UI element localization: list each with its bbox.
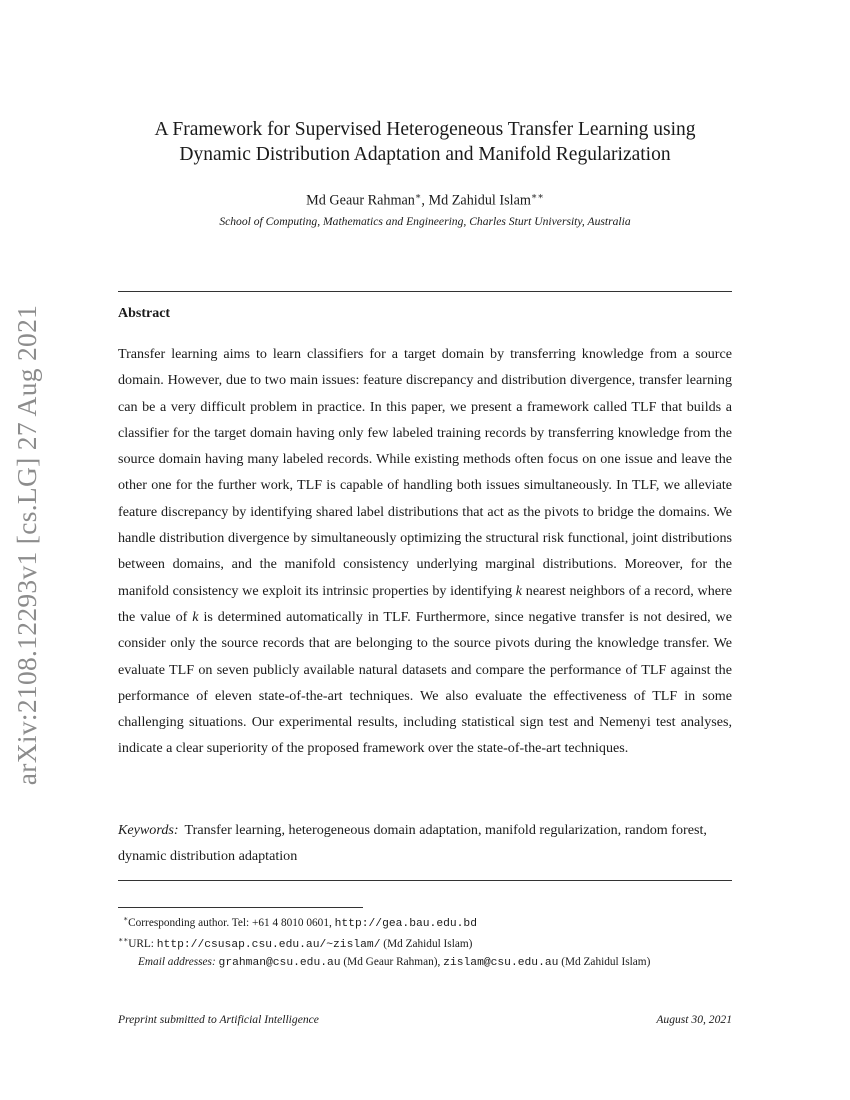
footnote-2-suffix: (Md Zahidul Islam) [380, 938, 473, 951]
email-2-name: (Md Zahidul Islam) [558, 955, 651, 968]
footnote-2-prefix: URL: [128, 938, 157, 951]
bottom-rule [118, 880, 732, 881]
footnotes [118, 911, 738, 971]
abstract-text-part-2: nearest neighbors of a record, where the value of [118, 582, 732, 625]
abstract-heading: Abstract [118, 306, 171, 321]
email-label: Email addresses: [138, 955, 219, 968]
email-1-name: (Md Geaur Rahman), [340, 955, 444, 968]
footnote-1-url-link[interactable]: http://gea.bau.edu.bd [334, 917, 477, 930]
abstract-var-k-1: k [515, 582, 523, 599]
footnote-1-mark: ∗ [123, 914, 129, 923]
keywords-text: Transfer learning, heterogeneous domain adaptation, manifold regularization, random forest, dynamic distribution adaptation [118, 822, 707, 864]
footer-date: August 30, 2021 [656, 1013, 732, 1026]
author-1-mark: ∗ [414, 192, 422, 202]
affiliation: School of Computing, Mathematics and Engineering, Charles Sturt University, Australia [219, 215, 631, 228]
paper-title [118, 117, 732, 167]
footnote-2-url-link[interactable]: http://csusap.csu.edu.au/~zislam/ [156, 939, 381, 952]
email-2-link[interactable]: zislam@csu.edu.au [443, 956, 559, 969]
title-line-1: A Framework for Supervised Heterogeneous Transfer Learning using [154, 119, 696, 140]
abstract-text-part-3: is determined automatically in TLF. Furthermore, since negative transfer is not desired, we consider only the source records that are belonging to the source pivots during the knowledge transfer. We evaluate TLF on seven publicly available natural datasets and compare the performance of TLF against the performance of eleven state-of-the-art techniques. We also evaluate the effectiveness of TLF in some challenging situations. Our experimental results, including statistical sign test and Nemenyi test analyses, indicate a clear superiority of the proposed framework over the state-of-the-art techniques. [118, 608, 732, 757]
top-rule [118, 291, 732, 292]
author-1-name: Md Geaur Rahman [306, 192, 415, 209]
footnote-url [118, 932, 738, 953]
footnote-emails [118, 954, 738, 972]
footnote-2-mark: ∗∗ [118, 935, 129, 945]
abstract-var-k-2: k [192, 608, 199, 625]
author-2-name: Md Zahidul Islam [428, 192, 531, 209]
author-separator: , [421, 192, 429, 209]
abstract-body [118, 341, 732, 762]
author-list [118, 188, 732, 210]
abstract-text-part-1: Transfer learning aims to learn classifiers for a target domain by transferring knowledge from a source domain. However, due to two main issues: feature discrepancy and distribution divergence, transfer learning can be a very difficult problem in practice. In this paper, we present a framework called TLF that builds a classifier for the target domain having only few labeled training records by transferring knowledge from the source domain having many labeled records. While existing methods often focus on one issue and leave the other one for the further work, TLF is capable of handling both issues simultaneously. In TLF, we alleviate feature discrepancy by identifying shared label distributions that act as the pivots to bridge the domains. We handle distribution divergence by simultaneously optimizing the structural risk functional, joint distributions between domains, and the manifold consistency underlying marginal distributions. Moreover, for the manifold consistency we exploit its intrinsic properties by identifying [118, 346, 732, 599]
author-2-mark: ∗∗ [530, 192, 544, 202]
arxiv-stamp-text: arXiv:2108.12293v1 [cs.LG] 27 Aug 2021 [11, 304, 43, 786]
title-line-2: Dynamic Distribution Adaptation and Manifold Regularization [179, 144, 671, 165]
footnote-1-text: Corresponding author. Tel: +61 4 8010 0601, [128, 916, 335, 929]
keywords-label: Keywords: [118, 822, 179, 838]
email-1-link[interactable]: grahman@csu.edu.au [218, 956, 341, 969]
footnote-corresponding-author [118, 911, 738, 932]
keywords [118, 817, 732, 869]
footnote-rule [118, 907, 363, 908]
footer-preprint-note: Preprint submitted to Artificial Intelligence [118, 1013, 319, 1026]
arxiv-stamp [2, 290, 52, 800]
